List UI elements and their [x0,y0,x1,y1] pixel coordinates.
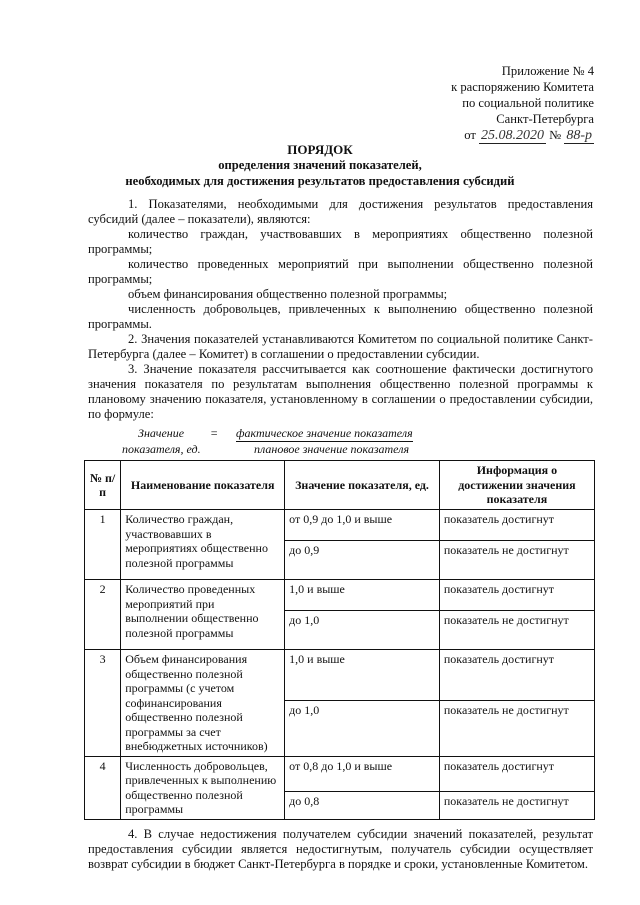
appendix-line-2: к распоряжению Комитета [451,80,594,94]
row-num: 3 [85,650,121,757]
table-row [85,510,595,541]
row-value-not-achieved: до 0,9 [285,541,440,580]
paragraph-1-item-d: численность добровольцев, привлеченных к выполнению общественно полезной программы. [88,302,593,331]
body-paragraphs [88,197,593,422]
row-value-not-achieved: до 1,0 [285,701,440,756]
table-header-row [85,461,595,510]
document-subtitle-2: необходимых для достижения результатов предоставления субсидий [125,174,515,188]
appendix-date-number-line [354,127,594,143]
row-value-not-achieved: до 1,0 [285,611,440,650]
header-name: Наименование показателя [121,461,285,510]
row-num: 4 [85,756,121,819]
appendix-block [354,63,594,143]
row-info-not-achieved: показатель не достигнут [439,701,594,756]
row-value-achieved: 1,0 и выше [285,580,440,611]
row-num: 2 [85,580,121,650]
appendix-line-4: Санкт-Петербурга [496,112,594,126]
row-info-not-achieved: показатель не достигнут [439,791,594,819]
row-name: Объем финансирования общественно полезной программы (с учетом софинансирования общественно полезной программы за счет внебюджетных источников) [121,650,285,757]
document-heading: ПОРЯДОК [287,142,353,157]
formula-denominator: плановое значение показателя [254,442,410,456]
row-info-achieved: показатель достигнут [439,650,594,701]
formula-left-line-2: показателя, ед. [122,442,201,456]
row-name: Численность добровольцев, привлеченных к выполнению общественно полезной программы [121,756,285,819]
table-row [85,650,595,701]
paragraph-1-item-a: количество граждан, участвовавших в мероприятиях общественно полезной программы; [88,227,593,256]
row-info-not-achieved: показатель не достигнут [439,541,594,580]
row-info-achieved: показатель достигнут [439,756,594,791]
row-name: Количество проведенных мероприятий при выполнении общественно полезной программы [121,580,285,650]
paragraph-1-item-c: объем финансирования общественно полезной программы; [128,287,448,301]
document-subtitle-1: определения значений показателей, [218,158,422,172]
table-row [85,756,595,791]
appendix-line-3: по социальной политике [462,96,594,110]
paragraph-1-item-b: количество проведенных мероприятий при выполнении общественно полезной программы; [88,257,593,286]
row-name: Количество граждан, участвовавших в мероприятиях общественно полезной программы [121,510,285,580]
paragraph-4: 4. В случае недостижения получателем субсидии значений показателей, результат предоставления субсидии является недостигнутым, получатель субсидии осуществляет возврат субсидии в бюджет Санкт-Петербурга в порядке и сроки, установленные Комитетом. [88,827,593,871]
handwritten-number: 88-р [566,128,592,143]
row-info-achieved: показатель достигнут [439,580,594,611]
paragraph-4-block [88,827,593,872]
row-value-achieved: от 0,9 до 1,0 и выше [285,510,440,541]
indicators-table [84,460,595,820]
formula-numerator: фактическое значение показателя [236,426,413,440]
header-value: Значение показателя, ед. [285,461,440,510]
header-info: Информация о достижении значения показателя [439,461,594,510]
table-row [85,580,595,611]
paragraph-3: 3. Значение показателя рассчитывается как соотношение фактически достигнутого значения показателя по результатам выполнения общественно полезной программы к плановому значению показателя, установленному в соглашении о предоставлении субсидии, по формуле: [88,362,593,421]
row-value-achieved: от 0,8 до 1,0 и выше [285,756,440,791]
formula-left-line-1: Значение [138,426,185,440]
handwritten-date: 25.08.2020 [480,128,544,143]
paragraph-1: 1. Показателями, необходимыми для достижения результатов предоставления субсидий (далее – показатели), являются: [88,197,593,226]
formula-equals: = [210,426,219,440]
row-value-achieved: 1,0 и выше [285,650,440,701]
paragraph-2: 2. Значения показателей устанавливаются Комитетом по социальной политике Санкт-Петербурга (далее – Комитет) в соглашении о предоставлении субсидии. [88,332,593,361]
date-prefix: от [464,128,476,142]
header-num: № п/п [85,461,121,510]
row-info-achieved: показатель достигнут [439,510,594,541]
row-info-not-achieved: показатель не достигнут [439,611,594,650]
number-prefix: № [549,128,562,142]
appendix-line-1: Приложение № 4 [501,64,594,78]
row-value-not-achieved: до 0,8 [285,791,440,819]
row-num: 1 [85,510,121,580]
